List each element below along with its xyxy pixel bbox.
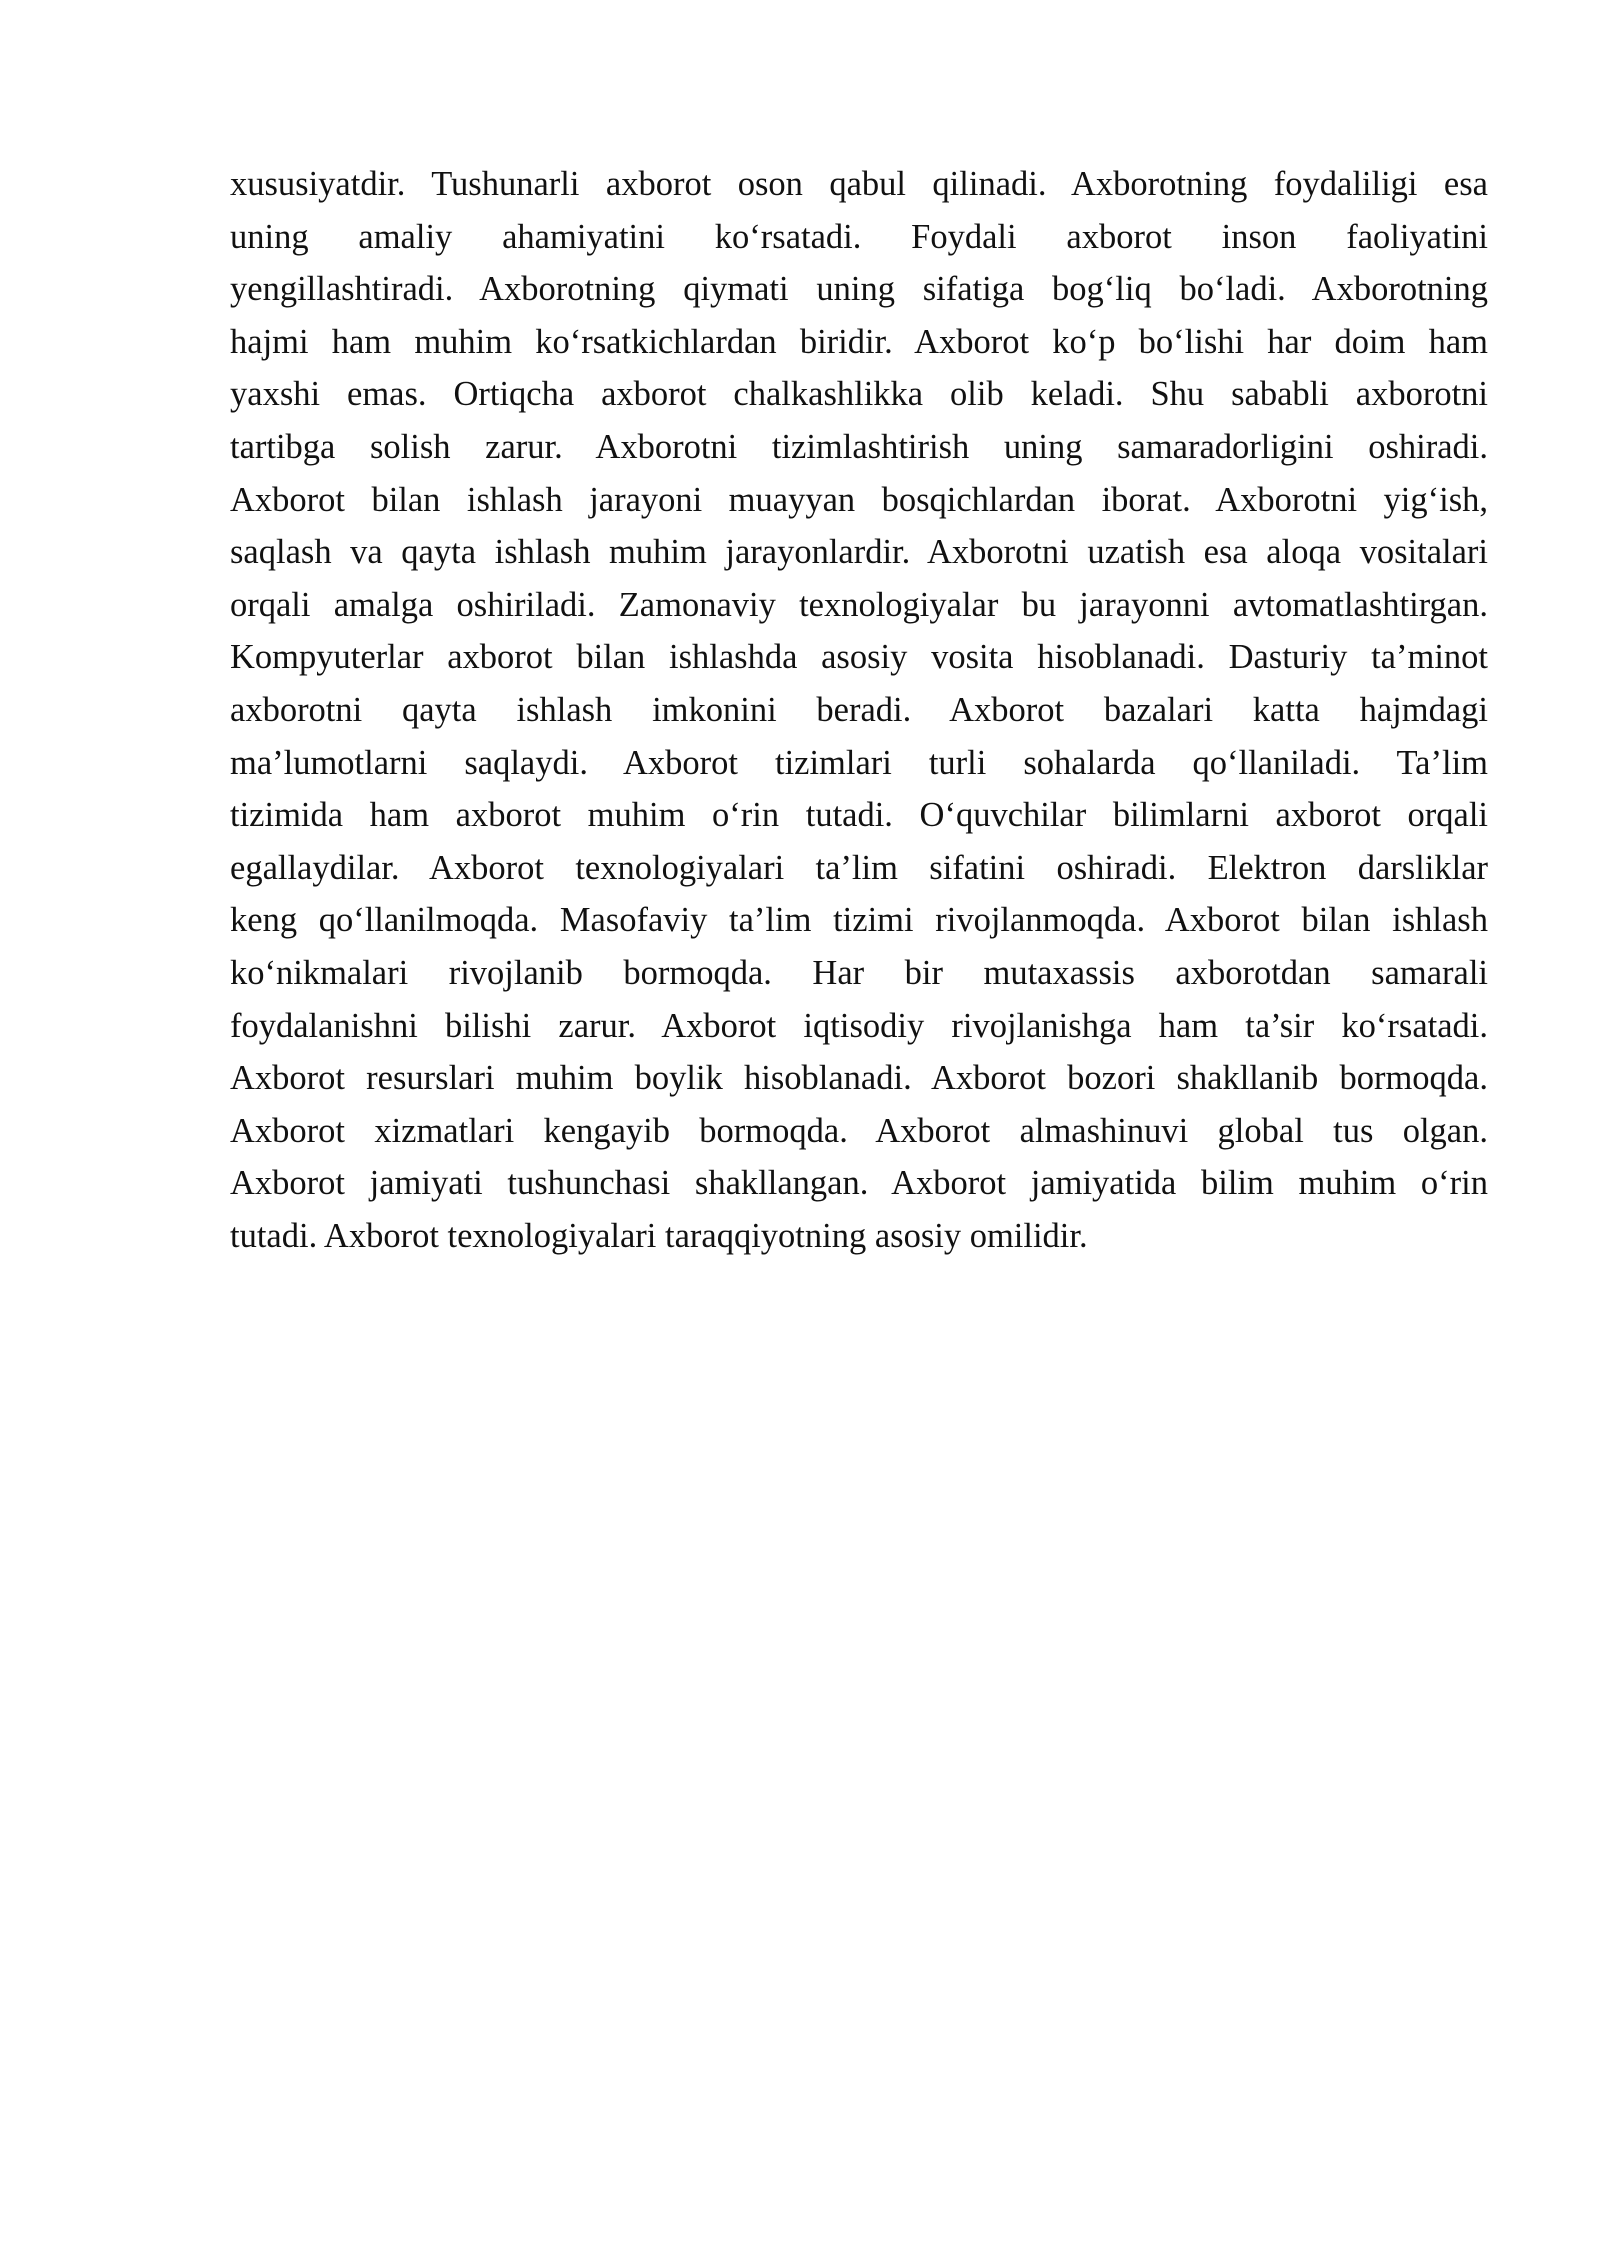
paragraph-line: uning amaliy ahamiyatini ko‘rsatadi. Foydali axborot inson faoliyatini bbox=[230, 217, 1488, 256]
paragraph-line: Axborot xizmatlari kengayib bormoqda. Axborot almashinuvi global tus olgan. bbox=[230, 1111, 1488, 1150]
paragraph-line: Axborot bilan ishlash jarayoni muayyan bosqichlardan iborat. Axborotni yig‘ish, bbox=[230, 480, 1488, 519]
paragraph-line: tizimida ham axborot muhim o‘rin tutadi. O‘quvchilar bilimlarni axborot orqali bbox=[230, 796, 1488, 835]
paragraph-line: egallaydilar. Axborot texnologiyalari ta’lim sifatini oshiradi. Elektron darsliklar bbox=[230, 848, 1488, 887]
paragraph-line: ma’lumotlarni saqlaydi. Axborot tizimlari turli sohalarda qo‘llaniladi. Ta’lim bbox=[230, 743, 1488, 782]
paragraph-line: tutadi. Axborot texnologiyalari taraqqiyotning asosiy omilidir. bbox=[230, 1216, 1088, 1255]
paragraph-line: hajmi ham muhim ko‘rsatkichlardan biridir. Axborot ko‘p bo‘lishi har doim ham bbox=[230, 322, 1488, 361]
paragraph-line: axborotni qayta ishlash imkonini beradi. Axborot bazalari katta hajmdagi bbox=[230, 690, 1488, 729]
paragraph-line: xususiyatdir. Tushunarli axborot oson qabul qilinadi. Axborotning foydaliligi esa bbox=[230, 165, 1488, 203]
paragraph-line: Axborot jamiyati tushunchasi shakllangan. Axborot jamiyatida bilim muhim o‘rin bbox=[230, 1164, 1488, 1203]
paragraph-line: orqali amalga oshiriladi. Zamonaviy texnologiyalar bu jarayonni avtomatlashtirgan. bbox=[230, 585, 1488, 624]
paragraph-line: keng qo‘llanilmoqda. Masofaviy ta’lim tizimi rivojlanmoqda. Axborot bilan ishlash bbox=[230, 901, 1488, 940]
paragraph-line: yaxshi emas. Ortiqcha axborot chalkashlikka olib keladi. Shu sababli axborotni bbox=[230, 375, 1488, 414]
paragraph-line: Kompyuterlar axborot bilan ishlashda asosiy vosita hisoblanadi. Dasturiy ta’minot bbox=[230, 638, 1488, 677]
paragraph-line: Axborot resurslari muhim boylik hisoblanadi. Axborot bozori shakllanib bormoqda. bbox=[230, 1059, 1488, 1098]
paragraph-line: tartibga solish zarur. Axborotni tizimlashtirish uning samaradorligini oshiradi. bbox=[230, 427, 1488, 466]
body-paragraph bbox=[230, 158, 1488, 1262]
paragraph-line: ko‘nikmalari rivojlanib bormoqda. Har bir mutaxassis axborotdan samarali bbox=[230, 953, 1488, 992]
paragraph-line: saqlash va qayta ishlash muhim jarayonlardir. Axborotni uzatish esa aloqa vositalari bbox=[230, 533, 1488, 572]
paragraph-line: yengillashtiradi. Axborotning qiymati uning sifatiga bog‘liq bo‘ladi. Axborotning bbox=[230, 270, 1488, 309]
paragraph-line: foydalanishni bilishi zarur. Axborot iqtisodiy rivojlanishga ham ta’sir ko‘rsatadi. bbox=[230, 1006, 1488, 1045]
